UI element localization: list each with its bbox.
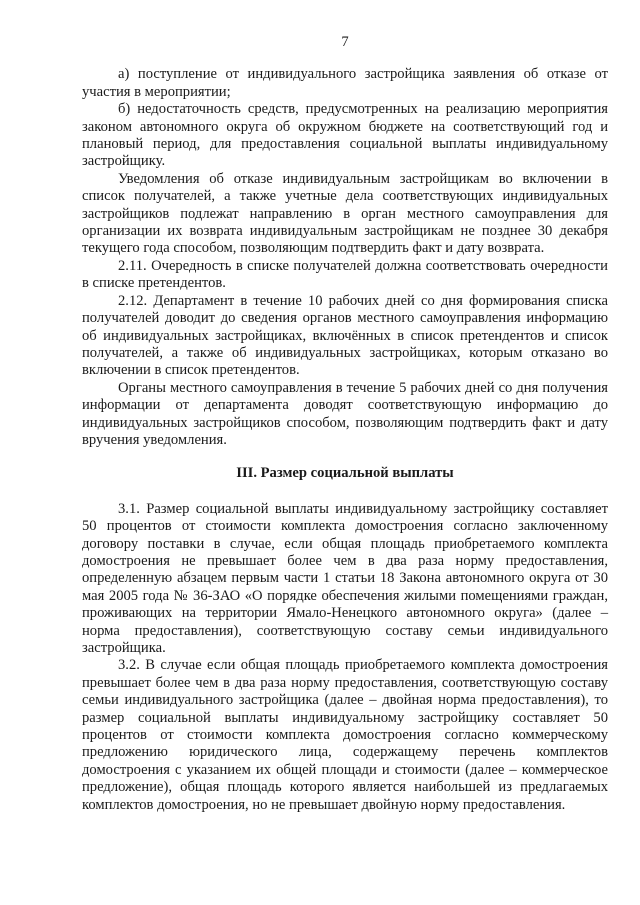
paragraph-item-a: а) поступление от индивидуального застройщика заявления об отказе от участия в мероприятии; [82, 66, 608, 100]
section-heading: III. Размер социальной выплаты [236, 465, 454, 482]
paragraph-item-b: б) недостаточность средств, предусмотренных на реализацию мероприятия законом автономного округа об окружном бюджете на соответствующий год и плановый период, для предоставления социальной выплаты индивидуальному застройщику. [82, 101, 608, 170]
paragraph-3-2: 3.2. В случае если общая площадь приобретаемого комплекта домостроения превышает более чем в два раза норму предоставления, соответствующую составу семьи индивидуального застройщика (далее – двойная норма предоставления), то размер социальной выплаты индивидуальному застройщику составляет 50 процентов от стоимости комплекта домостроения согласно коммерческому предложению юридического лица, содержащему перечень комплектов домостроения с указанием их общей площади и стоимости (далее – коммерческое предложение), общая площадь которого является наибольшей из предлагаемых комплектов домостроения, но не превышает двойную норму предоставления. [82, 657, 608, 813]
paragraph-2-11: 2.11. Очередность в списке получателей должна соответствовать очередности в списке претендентов. [82, 257, 608, 292]
paragraph-3-1: 3.1. Размер социальной выплаты индивидуальному застройщику составляет 50 процентов от стоимости комплекта домостроения согласно заключенному договору поставки в случае, если общая площадь приобретаемого комплекта домостроения не превышает более чем в два раза норму предоставления, определенную абзацем первым части 1 статьи 18 Закона автономного округа от 30 мая 2005 года № 36-ЗАО «О порядке обеспечения жилыми помещениями граждан, проживающих на территории Ямало-Ненецкого автономного округа» (далее – норма предоставления), соответствующую составу семьи индивидуального застройщика. [82, 500, 608, 656]
paragraph-refusal-notices: Уведомления об отказе индивидуальным застройщикам во включении в список получателей, а также учетные дела соответствующих индивидуальных застройщиков подлежат направлению в орган местного самоуправления для организации их возврата индивидуальным застройщикам не позднее 30 декабря текущего года способом, позволяющим подтвердить факт и дату возврата. [82, 170, 608, 257]
document-page [82, 34, 608, 814]
paragraph-2-12: 2.12. Департамент в течение 10 рабочих дней со дня формирования списка получателей доводит до сведения органов местного самоуправления информацию об индивидуальных застройщиках, включённых в список претендентов и список получателей, а также об индивидуальных застройщиках, которым отказано во включении в список претендентов. [82, 292, 608, 379]
paragraph-local-authorities: Органы местного самоуправления в течение 5 рабочих дней со дня получения информации от департамента доводят соответствующую информацию до индивидуальных застройщиков способом, позволяющим подтвердить факт и дату вручения уведомления. [82, 379, 608, 448]
page-number: 7 [341, 34, 349, 50]
